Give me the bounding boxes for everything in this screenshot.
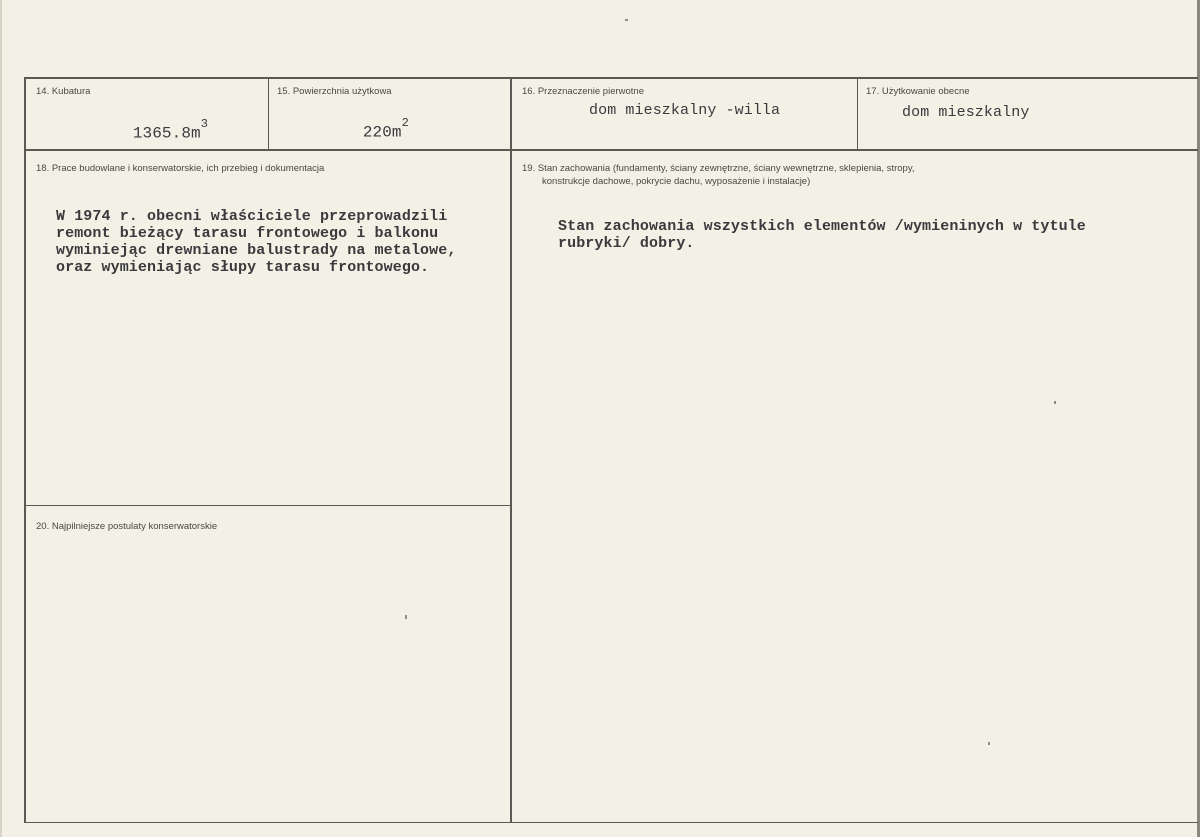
- field15-value: [324, 102, 409, 158]
- field14-value: [94, 103, 208, 159]
- field16-label: 16. Przeznaczenie pierwotne: [522, 86, 644, 97]
- field20-label: 20. Najpilniejsze postulaty konserwatorskie: [36, 521, 218, 532]
- field19-label-line-2: konstrukcje dachowe, pokrycie dachu, wyposażenie i instalacje): [542, 176, 811, 187]
- field18-line-4: oraz wymieniając słupy tarasu frontowego.: [56, 259, 430, 276]
- field14-number: 1365.8m: [132, 124, 201, 143]
- field17-value: dom mieszkalny: [902, 104, 1030, 121]
- divider-16-17: [857, 77, 858, 150]
- field18-line-1: W 1974 r. obecni właściciele przeprowadzili: [56, 208, 448, 225]
- divider-15-16-main: [510, 77, 512, 823]
- field14-label: 14. Kubatura: [36, 86, 91, 97]
- field15-number: 220m: [362, 123, 402, 142]
- field19-line-1: Stan zachowania wszystkich elementów /wymieninych w tytule: [558, 218, 1086, 235]
- field14-sup: 3: [200, 117, 209, 131]
- speck: [1054, 401, 1056, 404]
- left-rule: [24, 77, 26, 823]
- divider-14-15: [268, 77, 269, 150]
- field18-line-2: remont bieżący tarasu frontowego i balkonu: [56, 225, 439, 242]
- field15-label: 15. Powierzchnia użytkowa: [277, 86, 392, 97]
- field19-label-line-1: 19. Stan zachowania (fundamenty, ściany zewnętrzne, ściany wewnętrzne, sklepienia, stropy,: [522, 163, 915, 174]
- field16-value: dom mieszkalny -willa: [589, 102, 781, 119]
- field18-label: 18. Prace budowlane i konserwatorskie, ich przebieg i dokumentacja: [36, 163, 325, 174]
- speck: [625, 19, 628, 21]
- bottom-rule: [24, 822, 1198, 823]
- field18-line-3: wyminiejąc drewniane balustrady na metalowe,: [56, 242, 457, 259]
- top-rule: [24, 77, 1198, 79]
- speck: [405, 615, 407, 619]
- field19-line-2: rubryki/ dobry.: [558, 235, 695, 252]
- field15-sup: 2: [401, 116, 409, 130]
- speck: [988, 742, 990, 745]
- field17-label: 17. Użytkowanie obecne: [866, 86, 970, 97]
- field18-bottom-rule: [24, 505, 510, 506]
